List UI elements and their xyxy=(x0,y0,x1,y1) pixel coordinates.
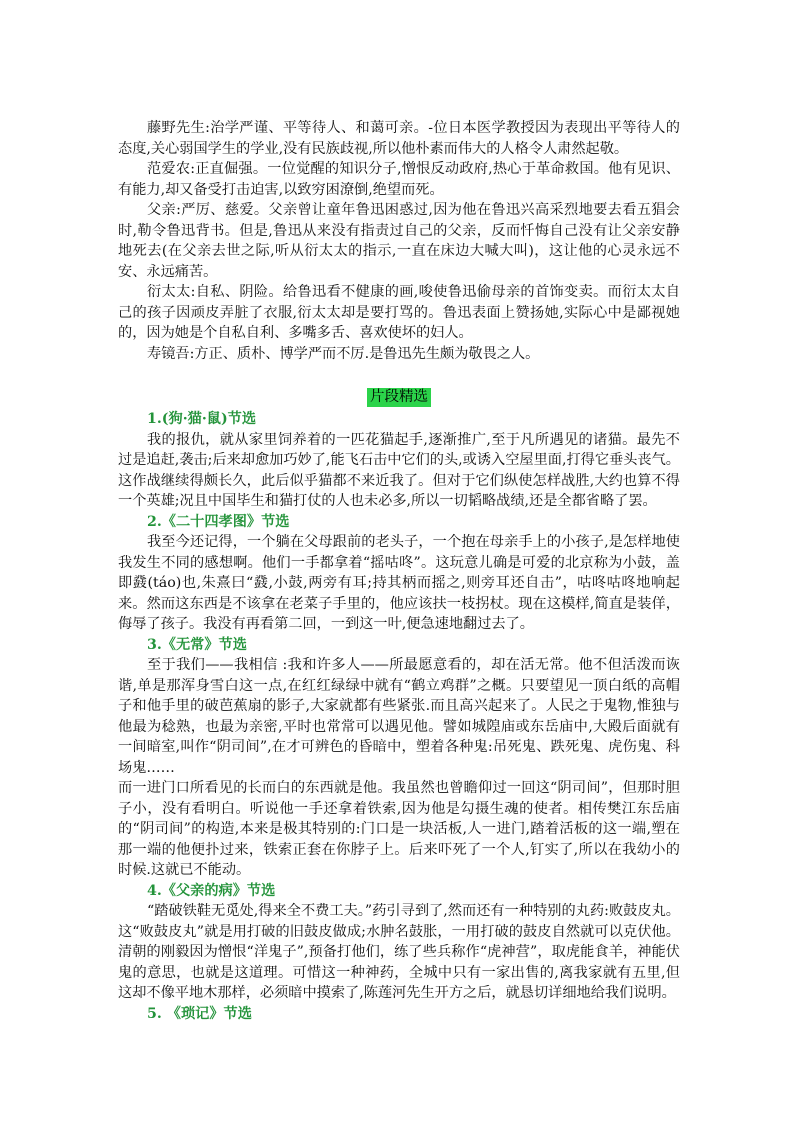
excerpt-heading: 3.《无常》节选 xyxy=(147,636,247,653)
character-paragraph: 藤野先生:治学严谨、平等待人、和蔼可亲。-位日本医学教授因为表现出平等待人的态度,关心弱国学生的学业,没有民族歧视,所以他朴素而伟大的人格令人肃然起敬。 xyxy=(118,120,680,157)
excerpt-paragraph: 我的报仇，就从家里饲养着的一匹花猫起手,逐渐推广,至于凡所遇见的诸猫。最先不过是追赶,袭击;后来却愈加巧妙了,能飞石击中它们的头,或诱入空屋里面,打得它垂头丧气。这作战继续得颇长久，此后似乎猫都不来近我了。但对于它们纵使怎样战胜,大约也算不得一个英雄;况且中国毕生和猫打仗的人也未必多,所以一切韬略战绩,还是全都省略了罢。 xyxy=(118,431,680,509)
excerpt-heading: 4.《父亲的病》节选 xyxy=(147,882,276,899)
section-title-wrap xyxy=(118,386,680,407)
document-page xyxy=(118,118,680,1024)
excerpt-paragraph: 而一进门口所看见的长而白的东西就是他。我虽然也曾瞻仰过一回这“阴司间”，但那时胆子小，没有看明白。听说他一手还拿着铁索,因为他是勾摄生魂的使者。相传樊江东岳庙的“阴司间”的构造,本来是极其特别的:门口是一块活板,人一进门,踏着活板的这一端,塑在那一端的他便扑过来，铁索正套在你脖子上。后来吓死了一个人,钉实了,所以在我幼小的时候.这就已不能动。 xyxy=(118,780,680,878)
excerpt-paragraph: 至于我们——我相信 :我和许多人——所最愿意看的，却在活无常。他不但活泼而诙谐,单是那浑身雪白这一点,在红红绿绿中就有“鹤立鸡群”之概。只要望见一顶白纸的高帽子和他手里的破芭蕉扇的影子,大家就都有些紧张.而且高兴起来了。人民之于鬼物,惟独与他最为稔熟，也最为亲密,平时也常常可以遇见他。譬如城隍庙或东岳庙中,大殿后面就有一间暗室,叫作“阴司间”,在才可辨色的昏暗中，塑着各种鬼:吊死鬼、跌死鬼、虎伤鬼、科场鬼…… xyxy=(118,657,680,776)
excerpt-heading: 2.《二十四孝图》节选 xyxy=(147,513,290,530)
excerpt-2 xyxy=(118,512,680,635)
excerpt-heading: 5. 《琐记》节选 xyxy=(147,1005,252,1022)
character-paragraph: 父亲:严厉、慈爱。父亲曾让童年鲁迅困惑过,因为他在鲁迅兴高采烈地要去看五猖会时,勒令鲁迅背书。但是,鲁迅从来没有指责过自己的父亲，反而忏悔自己没有让父亲安静地死去(在父亲去世之际,听从衍太太的指示,一直在床边大喊大叫)，这让他的心灵永远不安、永远痛苦。 xyxy=(118,202,680,280)
excerpt-heading: 1.(狗·猫·鼠)节选 xyxy=(147,411,257,427)
excerpt-5 xyxy=(118,1004,680,1025)
excerpt-1 xyxy=(118,409,680,512)
excerpt-4 xyxy=(118,881,680,1004)
character-list xyxy=(118,118,680,364)
excerpt-3 xyxy=(118,635,680,881)
character-paragraph: 范爱农:正直倔强。一位觉醒的知识分子,憎恨反动政府,热心于革命救国。他有见识、有能力,却又备受打击迫害,以致穷困潦倒,绝望而死。 xyxy=(118,161,680,198)
character-paragraph: 寿镜吾:方正、质朴、博学严而不厉.是鲁迅先生颇为敬畏之人。 xyxy=(147,345,540,362)
character-paragraph: 衍太太:自私、阴险。给鲁迅看不健康的画,唆使鲁迅偷母亲的首饰变卖。而衍太太自己的孩子因顽皮弄脏了衣服,衍太太却是要打骂的。鲁迅表面上赞扬她,实际心中是鄙视她的，因为她是个自私自利、多嘴多舌、喜欢使坏的妇人。 xyxy=(118,284,680,341)
excerpt-paragraph: “踏破铁鞋无觅处,得来全不费工夫。”药引寻到了,然而还有一种特别的丸药:败鼓皮丸。这“败鼓皮丸”就是用打破的旧鼓皮做成;水肿名鼓胀，一用打破的鼓皮自然就可以克伏他。清朝的刚毅因为憎恨“洋鬼子”,预备打他们，练了些兵称作“虎神营”，取虎能食羊，神能伏鬼的意思，也就是这道理。可惜这一种神药，全城中只有一家出售的,离我家就有五里,但这却不像平地木那样，必须暗中摸索了,陈莲河先生开方之后，就恳切详细地给我们说明。 xyxy=(118,903,680,1001)
excerpt-paragraph: 我至今还记得，一个躺在父母跟前的老头子，一个抱在母亲手上的小孩子,是怎样地使我发生不同的感想啊。他们一手都拿着“摇咕咚”。这玩意儿确是可爱的北京称为小鼓，盖即鼗(táo)也,朱熹曰“鼗,小鼓,两旁有耳;持其柄而摇之,则旁耳还自击”，咕咚咕咚地响起来。然而这东西是不该拿在老菜子手里的，他应该扶一枝拐杖。现在这模样,简直是装佯，侮辱了孩子。我没有再看第二回，一到这一叶,便急速地翻过去了。 xyxy=(118,534,680,632)
section-title: 片段精选 xyxy=(367,388,431,407)
